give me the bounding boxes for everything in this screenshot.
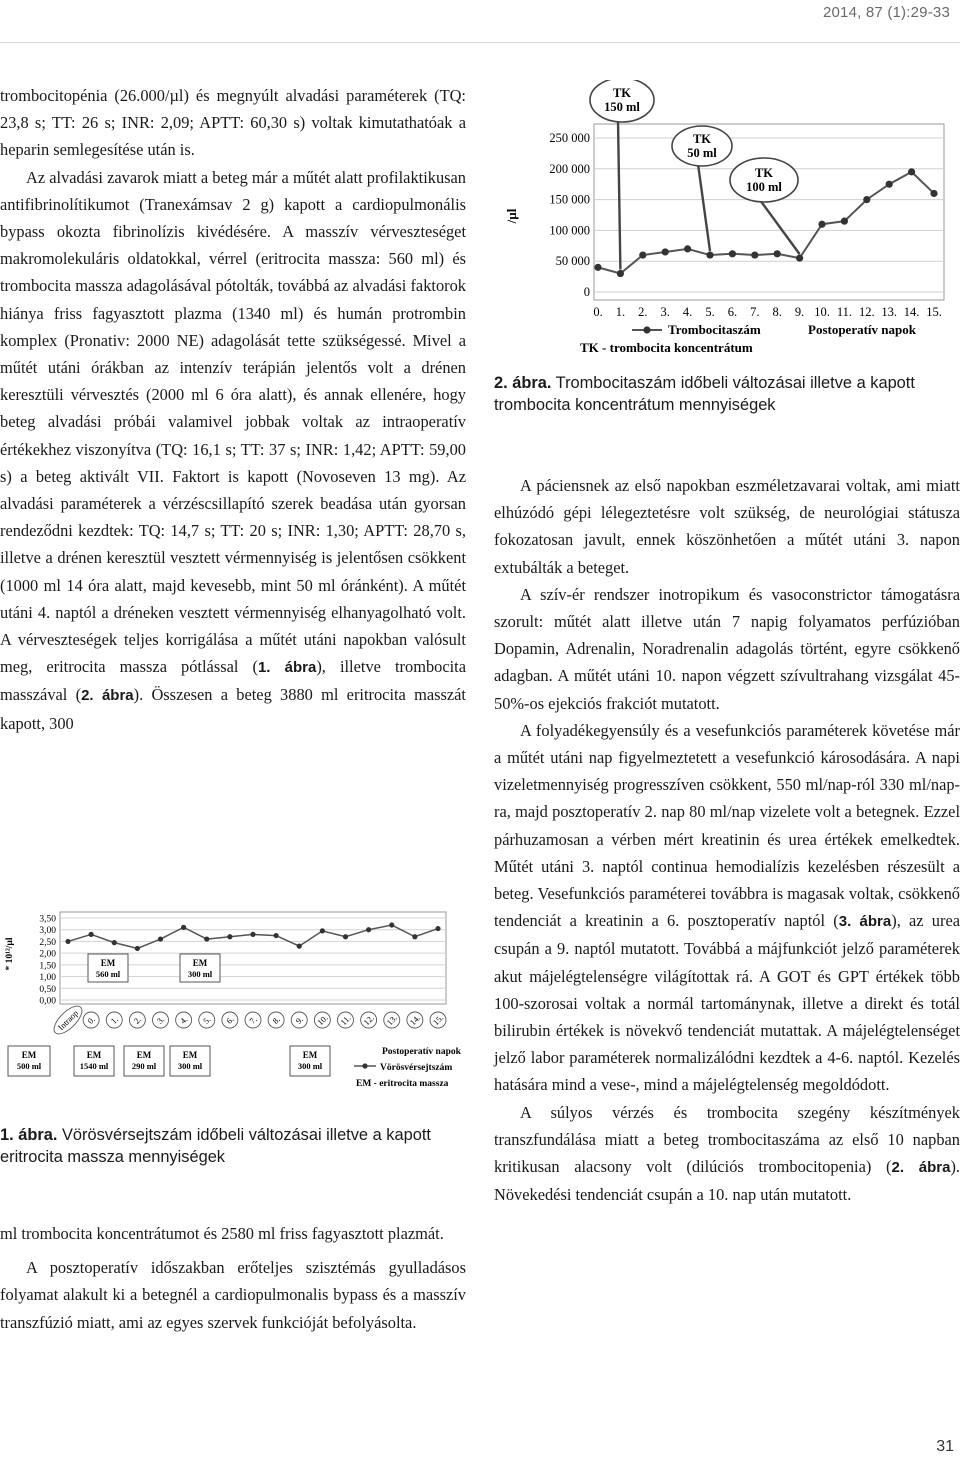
data-point [886, 181, 893, 188]
x-tick-label: 8. [772, 305, 782, 319]
y-tick-label: 2,00 [39, 949, 56, 960]
data-point [863, 196, 870, 203]
y-tick-label: 200 000 [549, 161, 590, 176]
legend-marker [643, 326, 650, 333]
y-tick-label: 0 [583, 285, 590, 299]
figure-2 [494, 80, 960, 370]
x-tick-label: 11. [338, 1012, 353, 1028]
data-point [930, 190, 937, 197]
x-tick-label: 1. [108, 1014, 121, 1026]
x-tick-label: 10. [814, 305, 830, 319]
left-column-top [0, 82, 466, 737]
x-tick-label: 3. [154, 1014, 167, 1026]
y-tick-label: 0,00 [39, 996, 56, 1007]
x-tick-label: 14. [903, 305, 920, 319]
left-column-bottom [0, 1220, 466, 1336]
figure-1-caption [0, 1124, 470, 1168]
x-tick-label: 1. [615, 305, 626, 319]
legend-note: EM - eritrocita massza [356, 1079, 449, 1089]
y-axis-label: * 10¹²/µl [5, 937, 15, 971]
x-tick-label: 4. [177, 1014, 190, 1026]
annotation-label: EM [192, 958, 208, 968]
data-point [412, 934, 417, 939]
x-tick-label: 6. [727, 305, 738, 319]
x-tick-label: 9. [794, 305, 805, 319]
callout-label: TK [612, 86, 632, 100]
x-tick-label: 7. [750, 305, 760, 319]
y-tick-label: 1,00 [39, 973, 56, 984]
figure-2-chart [494, 80, 960, 370]
text-span: A súlyos vérzés és trombocita szegény készítmények transzfundálása miatt a beteg trombocitaszáma az első 10 napban kritikusan alacsony volt (dilúciós trombocitopenia) ( [494, 1102, 960, 1177]
caption-label: 1. ábra. [0, 1126, 58, 1144]
text-span: ). Összesen a beteg 3880 ml eritrocita masszát kapott, 300 [0, 685, 466, 733]
data-point [774, 250, 781, 257]
data-point [204, 936, 209, 941]
annotation-label: 500 ml [16, 1061, 42, 1071]
data-point [366, 927, 371, 932]
y-tick-label: 2,50 [39, 937, 56, 948]
text-span: A folyadékegyensúly és a vesefunkciós paraméterek követése már a műtét utáni nap figyelmeztetett a vesefunkció károsodására. A napi vizeletmennyiség progresszíven csökkent, 550 ml/nap-ról 330 ml/nap-ra, majd posztoperatív 2. nap 80 ml/nap vizelete volt a betegnek. Ezzel párhuzamosan a vérben mért kreatinin és urea értékek emelkedtek. Műtét utáni 3. naptól continua hemodialízis kezelésben részesült a beteg. Vesefunkciós paraméterei továbbra is magasak voltak, csökkenő tendenciát a kreatinin a 6. posztoperatív naptól ( [494, 720, 960, 931]
y-tick-label: 3,00 [39, 926, 56, 937]
data-point [227, 934, 232, 939]
y-tick-label: 0,50 [39, 984, 56, 995]
data-point [706, 251, 713, 258]
y-axis-label: /µl [504, 208, 519, 224]
x-tick-label: 13. [384, 1012, 400, 1028]
figure-ref-link[interactable]: 2. ábra [891, 1159, 951, 1177]
x-tick-label: 8. [270, 1014, 282, 1026]
x-tick-label: 4. [682, 305, 693, 319]
annotation-label: EM [21, 1050, 37, 1060]
legend-x-label: Postoperatív napok [808, 322, 916, 337]
y-tick-label: 3,50 [39, 914, 56, 925]
y-tick-label: 50 000 [555, 254, 590, 269]
paragraph: A szív-ér rendszer inotropikum és vasoconstrictor támogatásra szorult: műtét alatt illetve után 7 napig folyamatos perfúzióban Dopamin, Adrenalin, Noradrenalin adagolás történt, egyre csökkenő adagban. A műtét utáni 10. napon végzett szívultrahang vizsgálat 45-50%-os ejekciós frakciót mutatott. [494, 584, 960, 713]
annotation-label: 1540 ml [79, 1061, 109, 1071]
x-tick-label: 5. [200, 1014, 213, 1026]
callout-label: 100 ml [746, 180, 782, 194]
data-point [343, 934, 348, 939]
data-point [617, 270, 624, 277]
annotation-label: EM [136, 1050, 152, 1060]
annotation-label: 300 ml [297, 1061, 323, 1071]
paragraph: A páciensnek az első napokban eszméletzavarai voltak, ami miatt elhúzódó gépi lélegeztetésre volt szükség, de neurológiai státusza fokozatosan javult, ennek köszönhetően a műtét utáni 3. napon extubálták a beteget. [494, 476, 960, 577]
data-point [135, 946, 140, 951]
x-tick-label: 15. [926, 305, 942, 319]
data-point [112, 940, 117, 945]
x-tick-label: 6. [224, 1014, 236, 1026]
annotation-label: 300 ml [177, 1061, 203, 1071]
callout-label: 150 ml [604, 100, 640, 114]
data-point [729, 250, 736, 257]
annotation-label: 290 ml [131, 1061, 157, 1071]
annotation-label: EM [182, 1050, 198, 1060]
running-head: 2014, 87 (1):29-33 [822, 4, 950, 21]
annotation-label: EM [100, 958, 116, 968]
y-tick-label: 1,50 [39, 961, 56, 972]
x-tick-label: 11. [836, 305, 852, 319]
y-tick-label: 100 000 [549, 223, 590, 238]
data-point [297, 944, 302, 949]
x-tick-label: 0. [593, 305, 603, 319]
x-tick-label: 2. [131, 1014, 144, 1026]
callout-label: TK [754, 166, 774, 180]
figure-ref-link[interactable]: 2. ábra [81, 687, 134, 705]
x-tick-label: 0. [85, 1014, 97, 1026]
text-span: ), illetve trombocita masszával ( [0, 657, 466, 705]
data-point [435, 926, 440, 931]
annotation-label: 560 ml [95, 969, 121, 979]
header-rule [0, 42, 960, 43]
x-tick-label: 7. [247, 1014, 259, 1026]
x-tick-label: 9. [293, 1014, 306, 1026]
data-point [158, 936, 163, 941]
paragraph [494, 717, 960, 1099]
x-tick-label: 12. [858, 305, 875, 319]
data-point [908, 168, 915, 175]
text-span: Az alvadási zavarok miatt a beteg már a műtét alatt profilaktikusan antifibrinolítikumot (Tranexámsav 2 g) kapott a cardiopulmonális bypass okozta fibrinolízis kivédésére. A masszív vérveszteséget makromolekuláris oldatokkal, vérrel (eritrocita massza: 560 ml) és trombocita massza adagolásával pótolták, továbbá az alvadási faktorok hiánya friss fagyasztott plazma (1340 ml) és humán protrombin komplex (Pronativ: 2000 NE) adagolását tette szükségessé. Mivel a műtét utáni órákban az intenzív terápián jelentős volt a drénen keresztüli vérvesztés (2000 ml 6 óra alatt), és annak ellenére, hogy beteg alvadási próbái valamivel jobbak voltak az intraoperatív értékekhez viszonyítva (TQ: 16,1 s; TT: 37 s; INR: 1,42; APTT: 59,00 s) a beteg aktivált VII. Faktort is kapott (Novoseven 13 mg). Az alvadási paraméterek a vérzéscsillapító szerek beadása után gyorsan rendeződni kezdtek: TQ: 14,7 s; TT: 20 s; INR: 1,30; APTT: 28,70 s, illetve a drénen keresztül vesztett vérmennyiség is jelentősen csökkent (1000 ml 14 óra alatt, majd kevesebb, mint 50 ml óránként). A műtét utáni 4. naptól a dréneken vesztett vérmennyiség elhanyagolható volt. A vérveszteségek teljes korrigálása a műtét utáni napokban valósult meg, eritrocita massza pótlással ( [0, 167, 466, 677]
data-point [662, 248, 669, 255]
figure-ref-link[interactable]: 1. ábra [257, 659, 317, 677]
paragraph [494, 1099, 960, 1209]
paragraph: A posztoperatív időszakban erőteljes szisztémás gyulladásos folyamat alakult ki a betegnél a cardiopulmonalis bypass és a masszív transzfúzió miatt, ami az egyes szervek funkcióját befolyásolta. [0, 1258, 466, 1332]
data-point [181, 925, 186, 930]
x-tick-label: 2. [638, 305, 648, 319]
callout-label: 50 ml [687, 146, 717, 160]
data-point [389, 922, 394, 927]
figure-1 [0, 890, 470, 1115]
legend-note: TK - trombocita koncentrátum [580, 340, 753, 355]
x-tick-label: 5. [705, 305, 715, 319]
text-span: ), az urea csupán a 9. naptól mutatott. Továbbá a májfunkciót jelző paraméterek akut májelégtelenségre világítottak rá. A GOT és GPT értékek több 100-szorosai voltak a normál tartománynak, illetve a direkt és totál bilirubin értékek is növekvő tendenciát mutattak. A májelégtelenséget jelző labor paraméterek normalizálódni kezdtek a 4-6. naptól. Kezelés hatására mind a vese-, mind a májelégtelenség megoldódott. [494, 911, 960, 1095]
y-tick-label: 150 000 [549, 192, 590, 207]
x-tick-label: 13. [881, 305, 898, 319]
caption-text: Vörösvérsejtszám időbeli változásai illetve a kapott eritrocita massza mennyiségek [0, 1126, 431, 1166]
x-tick-label: 14. [407, 1012, 423, 1028]
data-point [65, 939, 70, 944]
data-point [841, 218, 848, 225]
x-tick-label: 15. [430, 1012, 446, 1028]
legend-x-label: Postoperatív napok [382, 1047, 461, 1057]
callout-label: TK [692, 132, 712, 146]
x-tick-label: 12. [361, 1012, 376, 1028]
legend-series-label: Vörösvérsejtszám [380, 1063, 453, 1073]
text-span: ). Növekedési tendenciát csupán a 10. nap után mutatott. [494, 1157, 960, 1205]
annotation-label: EM [302, 1050, 318, 1060]
caption-text: Trombocitaszám időbeli változásai illetve a kapott trombocita koncentrátum mennyiségek [494, 374, 915, 414]
right-column [494, 472, 960, 1208]
data-point [818, 221, 825, 228]
paragraph: ml trombocita koncentrátumot és 2580 ml friss fagyasztott plazmát. [0, 1224, 444, 1243]
x-tick-label: 10. [315, 1012, 330, 1028]
figure-1-chart [0, 890, 470, 1115]
legend-series-label: Trombocitaszám [668, 322, 761, 337]
data-point [250, 932, 255, 937]
data-point [751, 251, 758, 258]
figure-ref-link[interactable]: 3. ábra [838, 913, 892, 931]
y-tick-label: 250 000 [549, 131, 590, 145]
data-point [594, 264, 601, 271]
annotation-label: 300 ml [187, 969, 213, 979]
x-tick-label: Intraop [55, 1007, 81, 1033]
data-point [796, 255, 803, 262]
caption-label: 2. ábra. [494, 374, 552, 392]
figure-2-caption [494, 372, 960, 416]
data-point [320, 928, 325, 933]
paragraph [0, 164, 466, 737]
page-number: 31 [936, 1438, 954, 1455]
x-tick-label: 3. [660, 305, 670, 319]
data-point [274, 933, 279, 938]
data-point [639, 251, 646, 258]
paragraph: trombocitopénia (26.000/µl) és megnyúlt alvadási paraméterek (TQ: 23,8 s; TT: 26 s; INR: 2,09; APTT: 60,30 s) voltak kimutathatóak a heparin semlegesítése után is. [0, 86, 466, 160]
annotation-label: EM [86, 1050, 102, 1060]
data-point [684, 245, 691, 252]
legend-marker [362, 1063, 367, 1068]
data-point [89, 932, 94, 937]
